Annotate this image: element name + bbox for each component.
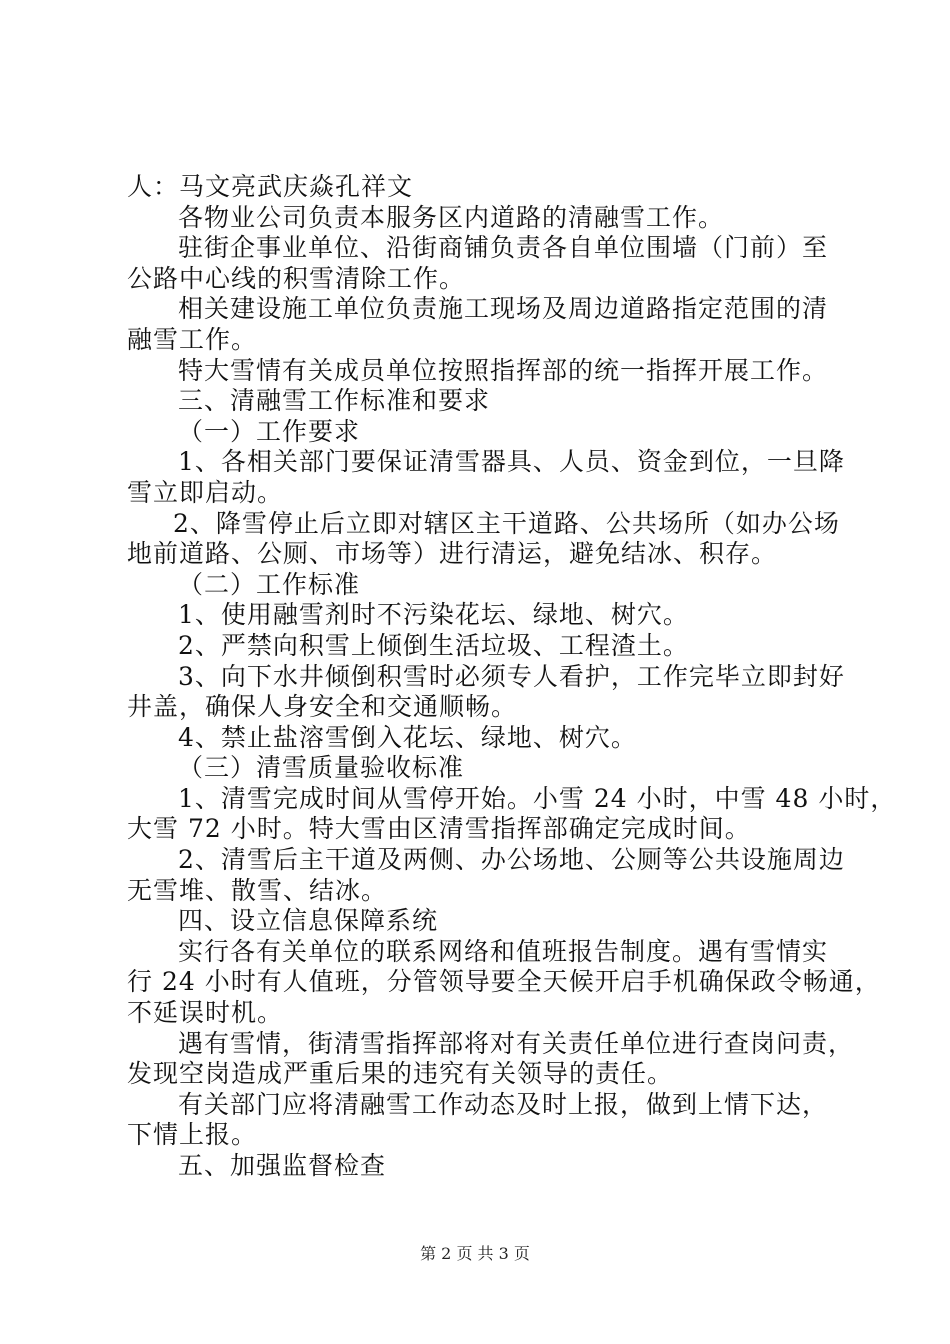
text-line: 人：马文亮武庆焱孔祥文 [127,172,414,201]
text-line: 1、使用融雪剂时不污染花坛、绿地、树穴。 [178,600,689,630]
text-line: 2、严禁向积雪上倾倒生活垃圾、工程渣土。 [178,630,689,660]
text-line: 井盖，确保人身安全和交通顺畅。 [127,692,518,722]
text-line: 雪立即启动。 [127,477,284,507]
section-heading: 四、设立信息保障系统 [178,906,439,936]
text-line: 不延误时机。 [127,998,284,1028]
text-line: 3、向下水井倾倒积雪时必须专人看护，工作完毕立即封好 [178,661,845,691]
section-heading: 三、清融雪工作标准和要求 [178,386,491,416]
subsection-heading: （三）清雪质量验收标准 [178,753,465,783]
subsection-heading: （二）工作标准 [178,569,361,599]
text-line: 特大雪情有关成员单位按照指挥部的统一指挥开展工作。 [178,355,829,385]
text-line: 发现空岗造成严重后果的违究有关领导的责任。 [127,1059,674,1089]
text-line: 下情上报。 [127,1120,258,1150]
text-line: 有关部门应将清融雪工作动态及时上报，做到上情下达， [178,1089,829,1119]
text-line: 融雪工作。 [127,324,258,354]
text-line: 公路中心线的积雪清除工作。 [127,263,466,293]
text-line: 地前道路、公厕、市场等）进行清运，避免结冰、积存。 [127,539,778,569]
section-heading: 五、加强监督检查 [178,1151,387,1180]
text-line: 4、禁止盐溶雪倒入花坛、绿地、树穴。 [178,722,637,752]
subsection-heading: （一）工作要求 [178,416,361,446]
text-line: 驻街企事业单位、沿街商铺负责各自单位围墙（门前）至 [178,233,829,263]
text-line: 行 24 小时有人值班，分管领导要全天候开启手机确保政令畅通， [127,967,881,997]
text-line: 各物业公司负责本服务区内道路的清融雪工作。 [178,202,725,232]
text-line: 1、各相关部门要保证清雪器具、人员、资金到位，一旦降 [178,447,845,477]
text-line: 实行各有关单位的联系网络和值班报告制度。遇有雪情实 [178,936,829,966]
text-line: 相关建设施工单位负责施工现场及周边道路指定范围的清 [178,294,829,324]
text-line: 大雪 72 小时。特大雪由区清雪指挥部确定完成时间。 [127,814,751,844]
document-body [127,172,897,1182]
text-line: 遇有雪情，街清雪指挥部将对有关责任单位进行查岗问责， [178,1028,855,1058]
text-line: 无雪堆、散雪、结冰。 [127,875,388,905]
text-line: 1、清雪完成时间从雪停开始。小雪 24 小时，中雪 48 小时， [178,783,897,813]
page-number-label: 第 2 页 共 3 页 [420,1244,530,1263]
text-line: 2、降雪停止后立即对辖区主干道路、公共场所（如办公场 [173,508,840,538]
page-footer [0,1244,950,1264]
text-line: 2、清雪后主干道及两侧、办公场地、公厕等公共设施周边 [178,845,845,875]
